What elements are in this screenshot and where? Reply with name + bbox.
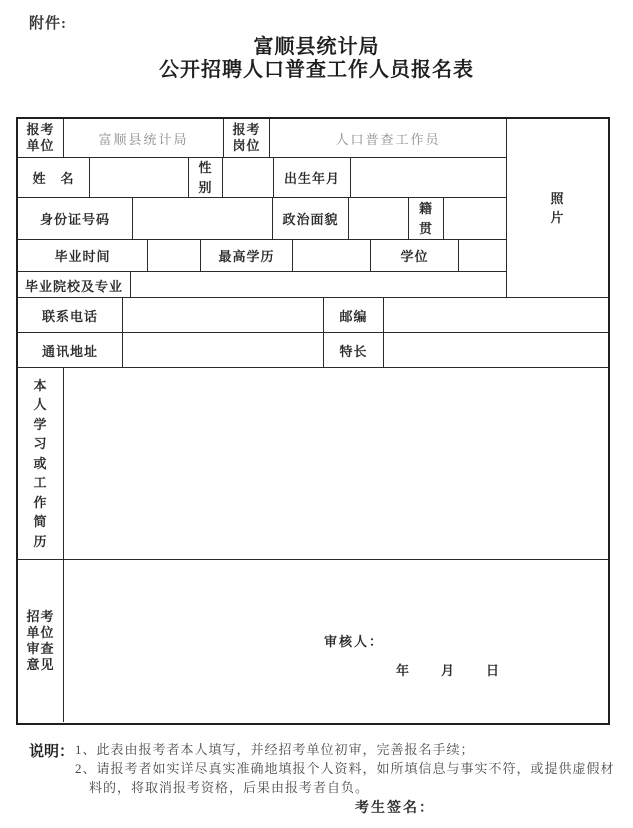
political-status-label: 政治面貌 xyxy=(273,198,349,239)
degree-value-cell xyxy=(459,240,506,271)
row-apply-unit xyxy=(18,119,506,158)
review-opinion-label: 招考单位审查意见 xyxy=(18,560,64,722)
apply-post-value: 人口普查工作员 xyxy=(335,131,441,147)
birth-date-label: 出生年月 xyxy=(274,158,351,197)
phone-label: 联系电话 xyxy=(18,298,123,332)
review-date-line: 年 月 日 xyxy=(396,663,502,678)
candidate-signature-label: 考生签名： xyxy=(355,801,435,816)
graduation-time-label: 毕业时间 xyxy=(18,240,148,271)
title-line-1: 富顺县统计局 xyxy=(253,36,380,58)
gender-label: 性别 xyxy=(189,158,223,197)
photo-cell xyxy=(507,119,608,297)
postcode-label: 邮编 xyxy=(324,298,384,332)
row-phone-postcode xyxy=(18,298,608,333)
reviewer-label: 审核人： xyxy=(324,634,385,649)
row-id-political-native xyxy=(18,198,506,240)
specialty-label: 特长 xyxy=(324,333,384,367)
native-place-value-cell xyxy=(444,198,506,239)
highest-education-value-cell xyxy=(293,240,371,271)
school-major-value-cell xyxy=(131,272,506,298)
name-label: 姓 名 xyxy=(18,158,90,197)
form-top-section xyxy=(18,119,608,298)
phone-value-cell xyxy=(123,298,324,332)
resume-label: 本人学习或工作简历 xyxy=(18,368,64,559)
native-place-label: 籍贯 xyxy=(409,198,444,239)
postcode-value-cell xyxy=(384,298,608,332)
highest-education-label: 最高学历 xyxy=(201,240,293,271)
id-number-label: 身份证号码 xyxy=(18,198,133,239)
form-top-left-grid xyxy=(18,119,507,297)
row-address-specialty xyxy=(18,333,608,368)
resume-content-cell xyxy=(64,368,608,559)
row-name-gender-birth xyxy=(18,158,506,198)
gender-value-cell xyxy=(223,158,274,197)
registration-form-table xyxy=(16,117,610,725)
page-title xyxy=(0,36,633,82)
address-label: 通讯地址 xyxy=(18,333,123,367)
title-line-2: 公开招聘人口普查工作人员报名表 xyxy=(159,59,474,81)
notes-block xyxy=(75,740,623,797)
address-value-cell xyxy=(123,333,324,367)
political-status-value-cell xyxy=(349,198,409,239)
notes-heading: 说明： xyxy=(29,744,75,760)
apply-unit-label: 报考单位 xyxy=(18,119,64,157)
apply-post-label: 报考岗位 xyxy=(224,119,270,157)
note-item-2: 2、请报考者如实详尽真实准确地填报个人资料，如所填信息与事实不符，或提供虚假材料的，将取消报考资格，后果由报考者自负。 xyxy=(75,761,615,795)
row-resume xyxy=(18,368,608,560)
name-value-cell xyxy=(90,158,189,197)
row-school-major xyxy=(18,272,506,298)
note-item-1: 1、此表由报考者本人填写，并经招考单位初审，完善报名手续； xyxy=(75,742,475,757)
attachment-label: 附件: xyxy=(29,16,67,32)
photo-label: 照片 xyxy=(550,190,565,225)
id-number-value-cell xyxy=(133,198,273,239)
apply-unit-value: 富顺县统计局 xyxy=(64,119,224,157)
birth-date-value-cell xyxy=(351,158,506,197)
degree-label: 学位 xyxy=(371,240,459,271)
row-review-opinion xyxy=(18,560,608,722)
graduation-time-value-cell xyxy=(148,240,201,271)
row-graduation-education-degree xyxy=(18,240,506,272)
review-opinion-content-cell xyxy=(64,560,608,722)
school-major-label: 毕业院校及专业 xyxy=(18,272,131,298)
specialty-value-cell xyxy=(384,333,608,367)
